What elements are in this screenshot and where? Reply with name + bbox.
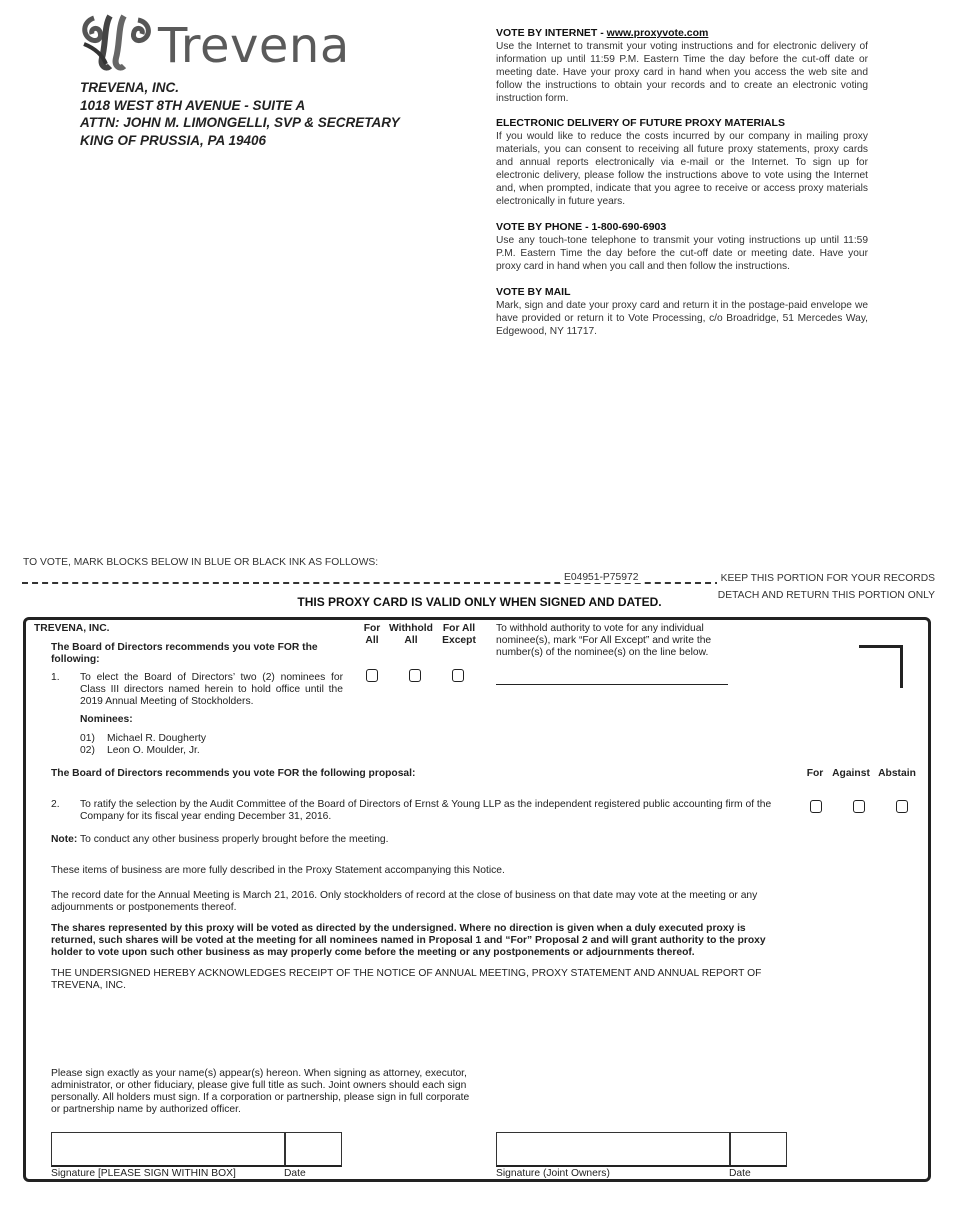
- date-label: Date: [284, 1168, 306, 1179]
- vote-internet-body: Use the Internet to transmit your voting instructions and for electronic delivery of information up until 11:59 P.M. Eastern Time the day before the cut-off date or meeting date. Have your proxy card in hand when you access the web site and follow the instructions to obtain your records and to create an electronic voting instruction form.: [496, 41, 868, 104]
- vote-internet-heading: VOTE BY INTERNET - www.proxyvote.com: [496, 27, 709, 39]
- item1-text: To elect the Board of Directors’ two (2) nominees for Class III directors named herein to hold office until the 2019 Annual Meeting of Stockholders.: [80, 672, 343, 707]
- electronic-delivery-heading: ELECTRONIC DELIVERY OF FUTURE PROXY MATERIALS: [496, 117, 785, 129]
- electronic-delivery-section: [496, 117, 868, 208]
- item2-abstain-checkbox[interactable]: [896, 800, 908, 813]
- corner-mark: [859, 645, 903, 688]
- note-line: [51, 834, 389, 846]
- joint-date-label: Date: [729, 1168, 751, 1179]
- mark-instructions: TO VOTE, MARK BLOCKS BELOW IN BLUE OR BLACK INK AS FOLLOWS:: [23, 557, 379, 568]
- col2-for: For: [806, 768, 824, 779]
- item2-number: 2.: [51, 799, 60, 810]
- card-company: TREVENA, INC.: [34, 623, 110, 634]
- trevena-logo: [80, 14, 350, 72]
- item1-number: 1.: [51, 672, 60, 683]
- sign-instructions: Please sign exactly as your name(s) appear(s) hereon. When signing as attorney, executor, administrator, or other fiduciary, please give full title as such. Joint owners should each sign personally. All holders must sign. If a corporation or partnership, please sign in full corporate or partnership name by authorized officer.: [51, 1068, 470, 1115]
- para-items-described: These items of business are more fully described in the Proxy Statement accompanying this Notice.: [51, 865, 505, 876]
- vote-by-phone-section: [496, 221, 868, 273]
- vote-by-mail-section: [496, 286, 868, 338]
- signature-label: Signature [PLEASE SIGN WITHIN BOX]: [51, 1168, 236, 1179]
- address-line: 1018 WEST 8TH AVENUE - SUITE A: [80, 97, 306, 113]
- proxyvote-link[interactable]: www.proxyvote.com: [606, 27, 709, 39]
- vote-mail-heading: VOTE BY MAIL: [496, 286, 571, 298]
- note-label: Note:: [51, 834, 78, 845]
- except-write-in-line[interactable]: [496, 684, 728, 685]
- address-line: ATTN: JOHN M. LIMONGELLI, SVP & SECRETARY: [80, 115, 400, 130]
- note-text: To conduct any other business properly brought before the meeting.: [77, 834, 389, 845]
- detach-portion-label: DETACH AND RETURN THIS PORTION ONLY: [717, 590, 935, 601]
- vote-by-internet-section: [496, 27, 868, 105]
- col-for-all-except: For All Except: [442, 623, 476, 646]
- date-box[interactable]: [284, 1132, 342, 1167]
- company-address: [80, 79, 400, 149]
- col-withhold-all: Withhold All: [389, 623, 433, 646]
- col2-abstain: Abstain: [878, 768, 916, 779]
- para-acknowledgement: THE UNDERSIGNED HEREBY ACKNOWLEDGES RECEIPT OF THE NOTICE OF ANNUAL MEETING, PROXY STATEMENT AND ANNUAL REPORT OF TREVENA, INC.: [51, 968, 762, 991]
- item2-against-checkbox[interactable]: [853, 800, 865, 813]
- address-line: KING OF PRUSSIA, PA 19406: [80, 132, 267, 148]
- vote-mail-body: Mark, sign and date your proxy card and return it in the postage-paid envelope we have provided or return it to Vote Processing, c/o Broadridge, 51 Mercedes Way, Edgewood, NY 11717.: [496, 300, 868, 337]
- nominee-number: 02): [80, 745, 95, 756]
- logo-wordmark: Trevena: [158, 18, 350, 74]
- para-record-date: The record date for the Annual Meeting is March 21, 2016. Only stockholders of record at the close of business on that date may vote at the meeting or any adjournments or postponements thereof.: [51, 890, 758, 913]
- para-shares-voted: The shares represented by this proxy will be voted as directed by the undersigned. Where no direction is given when a duly executed proxy is returned, such shares will be voted at the meeting for all nominees named in Proposal 1 and “For” Proposal 2 and will grant authority to the proxy holder to vote upon such other business as may properly come before the meeting or any postponements or adjournments thereof.: [51, 923, 766, 958]
- for-all-checkbox[interactable]: [366, 669, 378, 682]
- signature-box[interactable]: [51, 1132, 286, 1167]
- nominee-name: Leon O. Moulder, Jr.: [107, 745, 200, 756]
- col-for-all: For All: [363, 623, 381, 646]
- col2-against: Against: [832, 768, 870, 779]
- nominees-label: Nominees:: [80, 714, 133, 725]
- withhold-note: To withhold authority to vote for any individual nominee(s), mark “For All Except” and write the number(s) of the nominee(s) on the line below.: [496, 623, 712, 658]
- vote-phone-heading: VOTE BY PHONE - 1-800-690-6903: [496, 221, 667, 233]
- valid-notice: THIS PROXY CARD IS VALID ONLY WHEN SIGNED AND DATED.: [297, 595, 662, 609]
- board-recommendation-2: The Board of Directors recommends you vote FOR the following proposal:: [51, 768, 416, 779]
- joint-signature-label: Signature (Joint Owners): [496, 1168, 610, 1179]
- keep-portion-label: KEEP THIS PORTION FOR YOUR RECORDS: [717, 573, 935, 584]
- nominee-number: 01): [80, 733, 95, 744]
- trevena-logo-mark-icon: [80, 14, 158, 72]
- control-number: E04951-P75972: [560, 572, 642, 583]
- vote-phone-body: Use any touch-tone telephone to transmit your voting instructions up until 11:59 P.M. Eastern Time the day before the cut-off date or meeting date. Have your proxy card in hand when you call and then follow the instructions.: [496, 235, 868, 272]
- nominee-name: Michael R. Dougherty: [107, 733, 207, 744]
- electronic-delivery-body: If you would like to reduce the costs incurred by our company in mailing proxy materials, you can consent to receiving all future proxy statements, proxy cards and annual reports electronically via e-mail or the Internet. To sign up for electronic delivery, please follow the instructions above to vote using the Internet and, when prompted, indicate that you agree to receive or access proxy materials electronically in future years.: [496, 131, 868, 207]
- joint-signature-box[interactable]: [496, 1132, 731, 1167]
- withhold-all-checkbox[interactable]: [409, 669, 421, 682]
- for-all-except-checkbox[interactable]: [452, 669, 464, 682]
- item2-text: To ratify the selection by the Audit Committee of the Board of Directors of Ernst & Young LLP as the independent registered public accounting firm of the Company for its fiscal year ending December 31, 2016.: [80, 799, 772, 822]
- joint-date-box[interactable]: [729, 1132, 787, 1167]
- item2-for-checkbox[interactable]: [810, 800, 822, 813]
- address-line: TREVENA, INC.: [80, 80, 180, 95]
- board-recommendation-1: The Board of Directors recommends you vote FOR the following:: [51, 642, 318, 665]
